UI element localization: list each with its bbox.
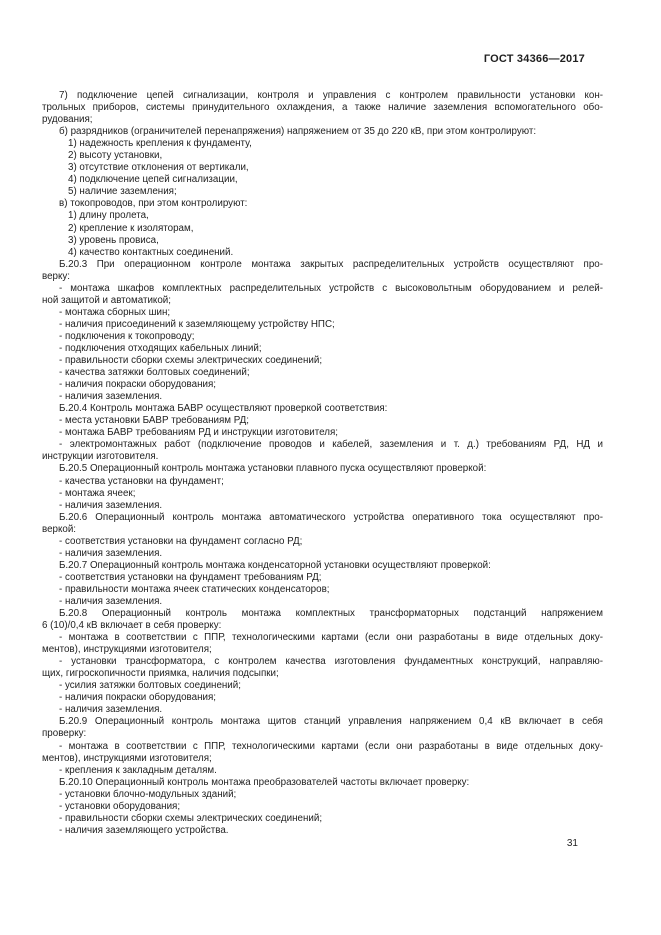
text-line: - монтажа шкафов комплектных распределительных устройств с высоковольтным оборудованием и релей-: [59, 282, 603, 294]
text-line: 2) высоту установки,: [68, 150, 163, 162]
text-line: - правильности сборки схемы электрических соединений;: [59, 355, 323, 367]
text-line: ной защитой и автоматикой;: [42, 294, 171, 306]
text-line: - наличия заземления.: [59, 595, 163, 607]
text-line: - монтажа в соответствии с ППР, технологическими картами (если они разработаны в виде отдельных доку-: [59, 740, 603, 752]
text-line: - соответствия установки на фундамент требованиям РД;: [59, 571, 322, 583]
document-code-header: ГОСТ 34366—2017: [483, 53, 585, 65]
text-line: в) токопроводов, при этом контролируют:: [59, 198, 248, 210]
text-line: - установки блочно-модульных зданий;: [59, 788, 237, 800]
text-line: - качества затяжки болтовых соединений;: [59, 367, 250, 379]
text-line: 7) подключение цепей сигнализации, контроля и управления с контролем правильности установки кон-: [59, 90, 603, 101]
text-line: щих, гигроскопичности приямка, наличия подсыпки;: [42, 668, 279, 680]
text-line: - монтажа БАВР требованиям РД и инструкции изготовителя;: [59, 427, 338, 439]
text-line: верку:: [42, 270, 71, 282]
text-line: 1) надежность крепления к фундаменту,: [68, 138, 252, 150]
text-line: - наличия заземления.: [59, 499, 163, 511]
text-line: - наличия покраски оборудования;: [59, 379, 216, 391]
text-line: - соответствия установки на фундамент согласно РД;: [59, 535, 303, 547]
text-line: 5) наличие заземления;: [68, 186, 177, 198]
text-line: 2) крепление к изоляторам,: [68, 222, 194, 234]
text-line: трольных приборов, системы принудительного охлаждения, а также наличие заземления вспомогательного обо-: [42, 102, 603, 114]
text-line: Б.20.9 Операционный контроль монтажа щитов станций управления напряжением 0,4 кВ включает в себя: [59, 716, 603, 728]
text-line: - наличия заземляющего устройства.: [59, 824, 229, 836]
text-line: веркой:: [42, 523, 77, 535]
text-line: - наличия заземления.: [59, 704, 163, 716]
text-line: - подключения к токопроводу;: [59, 330, 195, 342]
text-line: - правильности монтажа ячеек статических конденсаторов;: [59, 583, 330, 595]
text-line: - монтажа сборных шин;: [59, 306, 171, 318]
text-line: - наличия присоединений к заземляющему устройству НПС;: [59, 318, 335, 330]
text-line: Б.20.7 Операционный контроль монтажа конденсаторной установки осуществляют проверкой:: [59, 559, 491, 571]
text-line: - наличия заземления.: [59, 547, 163, 559]
text-line: - наличия покраски оборудования;: [59, 692, 216, 704]
text-line: 1) длину пролета,: [68, 210, 149, 222]
text-line: - установки оборудования;: [59, 800, 181, 812]
text-line: ментов), инструкциями изготовителя;: [42, 752, 212, 764]
text-line: - усилия затяжки болтовых соединений;: [59, 680, 241, 692]
text-line: 4) качество контактных соединений.: [68, 246, 234, 258]
text-line: 3) отсутствие отклонения от вертикали,: [68, 162, 249, 174]
text-line: рудования;: [42, 114, 93, 126]
text-line: Б.20.10 Операционный контроль монтажа преобразователей частоты включает проверку:: [59, 776, 470, 788]
text-line: - установки трансформатора, с контролем качества изготовления фундаментных конструкций, направляю-: [59, 656, 603, 668]
text-line: 3) уровень провиса,: [68, 234, 159, 246]
text-line: - электромонтажных работ (подключение проводов и кабелей, заземления и т. д.) требованиям РД, НД и: [59, 439, 603, 451]
text-line: - монтажа в соответствии с ППР, технологическими картами (если они разработаны в виде отдельных доку-: [59, 632, 603, 644]
text-line: - качества установки на фундамент;: [59, 475, 224, 487]
text-line: Б.20.4 Контроль монтажа БАВР осуществляют проверкой соответствия:: [59, 403, 388, 415]
text-line: 4) подключение цепей сигнализации,: [68, 174, 238, 186]
text-line: - правильности сборки схемы электрических соединений;: [59, 812, 323, 824]
text-line: - наличия заземления.: [59, 391, 163, 403]
text-line: Б.20.6 Операционный контроль монтажа автоматического устройства оперативного тока осуществляют про-: [59, 511, 603, 523]
text-line: ментов), инструкциями изготовителя;: [42, 644, 212, 656]
text-line: Б.20.8 Операционный контроль монтажа комплектных трансформаторных подстанций напряжением: [59, 608, 603, 620]
text-line: - подключения отходящих кабельных линий;: [59, 342, 262, 354]
text-line: Б.20.3 При операционном контроле монтажа закрытых распределительных устройств осуществляют про-: [59, 258, 603, 270]
page-number: 31: [566, 838, 578, 849]
text-line: - места установки БАВР требованиям РД;: [59, 415, 249, 427]
text-line: - монтажа ячеек;: [59, 487, 136, 499]
text-line: инструкции изготовителя.: [42, 451, 159, 463]
document-body-text: [42, 90, 603, 837]
text-line: - крепления к закладным деталям.: [59, 764, 217, 776]
text-line: б) разрядников (ограничителей перенапряжения) напряжением от 35 до 220 кВ, при этом контролируют:: [59, 126, 537, 138]
text-line: Б.20.5 Операционный контроль монтажа установки плавного пуска осуществляют проверкой:: [59, 463, 487, 475]
text-line: проверку:: [42, 728, 87, 740]
text-line: 6 (10)/0,4 кВ включает в себя проверку:: [42, 620, 222, 632]
